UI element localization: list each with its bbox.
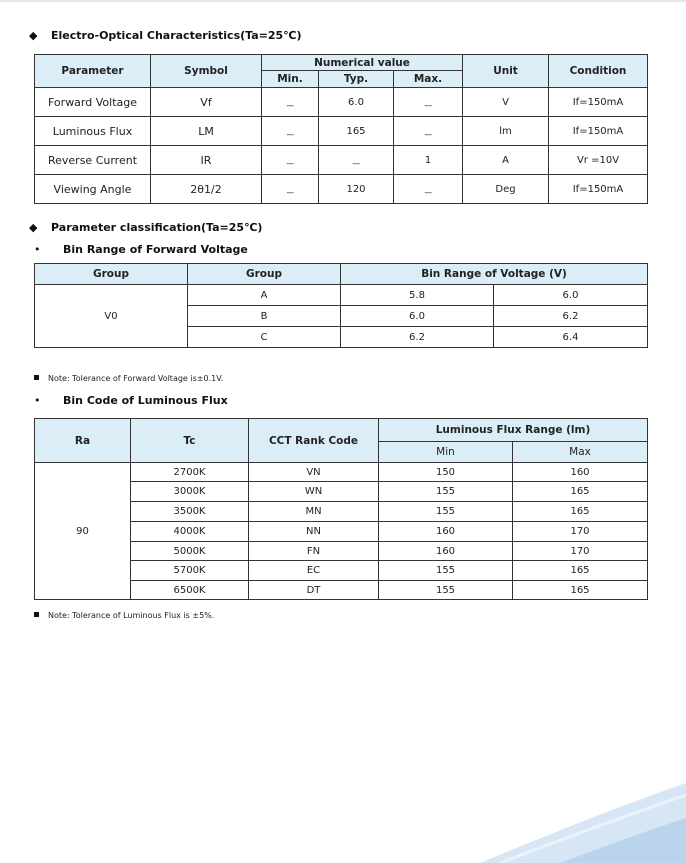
cell-cct-code: NN [249,522,379,542]
cell-cct-code: WN [249,482,379,502]
decorative-footer-swoosh [0,773,686,863]
cell-min: --- [262,88,319,117]
note-text: Note: Tolerance of Luminous Flux is ±5%. [48,611,215,620]
cell-parameter: Forward Voltage [35,88,151,117]
table-row [35,117,648,146]
header-max: Max. [394,71,463,88]
square-bullet-icon [34,612,39,617]
section-heading-electro-optical [29,29,302,42]
cell-flux-max: 165 [513,561,648,581]
header-flux-min: Min [379,442,513,463]
cell-max: 1 [394,146,463,175]
cell-symbol: 2θ1/2 [151,175,262,204]
cell-bin-max: 6.2 [494,306,648,327]
header-ra: Ra [35,419,131,463]
diamond-bullet-icon: ◆ [29,29,38,42]
cell-parameter: Reverse Current [35,146,151,175]
cell-bin-min: 6.0 [341,306,494,327]
subheading-luminous-flux [34,394,228,407]
cell-condition: If=150mA [549,175,648,204]
square-bullet-icon [34,375,39,380]
header-parameter: Parameter [35,55,151,88]
header-cct-rank-code: CCT Rank Code [249,419,379,463]
cell-min: --- [262,117,319,146]
header-bin-range: Bin Range of Voltage (V) [341,264,648,285]
cell-tc: 5000K [131,542,249,561]
section-heading-parameter-classification [29,221,262,234]
cell-bin-max: 6.0 [494,285,648,306]
cell-cct-code: FN [249,542,379,561]
cell-cct-code: MN [249,502,379,522]
subheading-title: Bin Code of Luminous Flux [63,394,228,407]
cell-group-letter: B [188,306,341,327]
forward-voltage-bin-table [34,263,648,348]
header-flux-max: Max [513,442,648,463]
cell-flux-max: 165 [513,502,648,522]
table-row [35,175,648,204]
cell-flux-min: 160 [379,542,513,561]
header-group-letter: Group [188,264,341,285]
table-row [35,285,648,306]
cell-unit: A [463,146,549,175]
cell-condition: If=150mA [549,88,648,117]
dot-bullet-icon: • [34,243,41,256]
cell-tc: 6500K [131,581,249,600]
note-luminous-flux-tolerance [34,611,214,620]
header-typ: Typ. [319,71,394,88]
header-symbol: Symbol [151,55,262,88]
note-text: Note: Tolerance of Forward Voltage is±0.1V. [48,374,224,383]
cell-group-v0: V0 [35,285,188,348]
cell-tc: 2700K [131,463,249,482]
section-title: Parameter classification(Ta=25℃) [51,221,263,234]
cell-bin-max: 6.4 [494,327,648,348]
cell-condition: Vr =10V [549,146,648,175]
cell-min: --- [262,146,319,175]
section-title: Electro-Optical Characteristics(Ta=25℃) [51,29,302,42]
cell-condition: If=150mA [549,117,648,146]
cell-unit: V [463,88,549,117]
cell-symbol: LM [151,117,262,146]
subheading-title: Bin Range of Forward Voltage [63,243,248,256]
cell-flux-min: 155 [379,502,513,522]
top-divider [0,0,686,2]
note-forward-voltage-tolerance [34,374,223,383]
header-luminous-flux-range: Luminous Flux Range (lm) [379,419,648,442]
cell-parameter: Luminous Flux [35,117,151,146]
cell-tc: 5700K [131,561,249,581]
cell-max: --- [394,175,463,204]
header-condition: Condition [549,55,648,88]
cell-group-letter: C [188,327,341,348]
cell-parameter: Viewing Angle [35,175,151,204]
cell-bin-min: 6.2 [341,327,494,348]
header-unit: Unit [463,55,549,88]
dot-bullet-icon: • [34,394,41,407]
cell-flux-min: 150 [379,463,513,482]
cell-symbol: Vf [151,88,262,117]
header-numerical-value: Numerical value [262,55,463,71]
electro-optical-table [34,54,648,204]
cell-tc: 4000K [131,522,249,542]
header-min: Min. [262,71,319,88]
cell-cct-code: VN [249,463,379,482]
cell-typ: --- [319,146,394,175]
cell-ra-90: 90 [35,463,131,600]
cell-unit: lm [463,117,549,146]
cell-flux-min: 155 [379,581,513,600]
table-row [35,146,648,175]
cell-flux-min: 155 [379,482,513,502]
cell-flux-max: 170 [513,542,648,561]
header-group: Group [35,264,188,285]
cell-flux-min: 160 [379,522,513,542]
cell-symbol: IR [151,146,262,175]
cell-flux-max: 165 [513,581,648,600]
table-row [35,463,648,482]
diamond-bullet-icon: ◆ [29,221,38,234]
cell-flux-min: 155 [379,561,513,581]
cell-tc: 3500K [131,502,249,522]
table-row [35,88,648,117]
cell-typ: 165 [319,117,394,146]
cell-max: --- [394,88,463,117]
header-tc: Tc [131,419,249,463]
cell-min: --- [262,175,319,204]
cell-flux-max: 170 [513,522,648,542]
cell-cct-code: EC [249,561,379,581]
cell-flux-max: 160 [513,463,648,482]
cell-group-letter: A [188,285,341,306]
cell-typ: 6.0 [319,88,394,117]
cell-flux-max: 165 [513,482,648,502]
cell-bin-min: 5.8 [341,285,494,306]
cell-typ: 120 [319,175,394,204]
cell-unit: Deg [463,175,549,204]
cell-max: --- [394,117,463,146]
subheading-forward-voltage [34,243,248,256]
luminous-flux-bin-table [34,418,648,600]
cell-tc: 3000K [131,482,249,502]
cell-cct-code: DT [249,581,379,600]
